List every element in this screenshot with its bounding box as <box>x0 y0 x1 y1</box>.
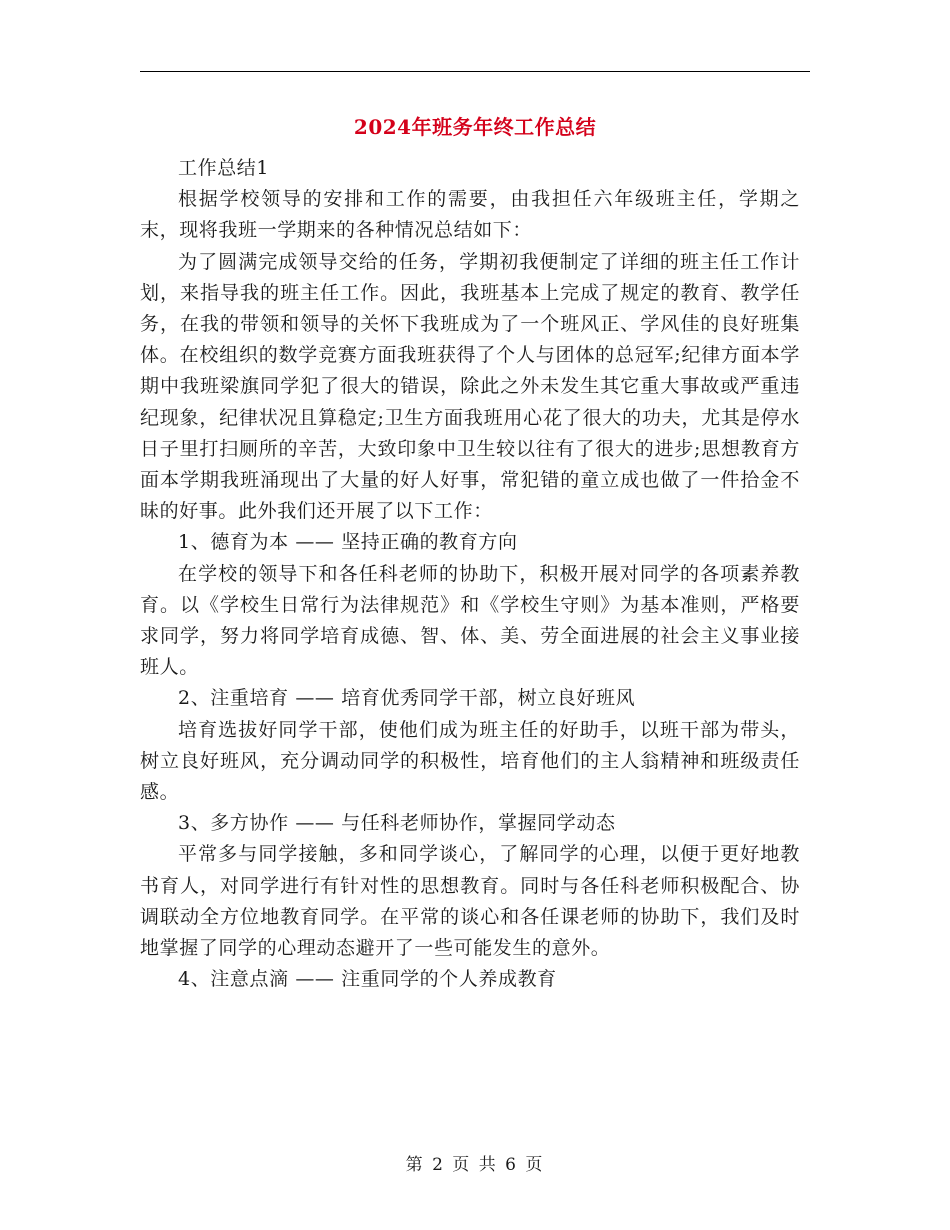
page-number: 第 2 页 共 6 页 <box>405 1155 545 1175</box>
item-paragraph-2: 培育选拔好同学干部，使他们成为班主任的好助手，以班干部为带头，树立良好班风，充分调动同学的积极性，培育他们的主人翁精神和班级责任感。 <box>140 718 800 804</box>
item-paragraph-3: 平常多与同学接触，多和同学谈心，了解同学的心理，以便于更好地教书育人，对同学进行有针对性的思想教育。同时与各任科老师积极配合、协调联动全方位地教育同学。在平常的谈心和各任课老师的协助下，我们及时地掌握了同学的心理动态避开了一些可能发生的意外。 <box>140 843 800 960</box>
overview-paragraph: 为了圆满完成领导交给的任务，学期初我便制定了详细的班主任工作计划，来指导我的班主任工作。因此，我班基本上完成了规定的教育、教学任务，在我的带领和领导的关怀下我班成为了一个班风正、学风佳的良好班集体。在校组织的数学竞赛方面我班获得了个人与团体的总冠军;纪律方面本学期中我班梁旗同学犯了很大的错误，除此之外未发生其它重大事故或严重违纪现象，纪律状况且算稳定;卫生方面我班用心花了很大的功夫，尤其是停水日子里打扫厕所的辛苦，大致印象中卫生较以往有了很大的进步;思想教育方面本学期我班涌现出了大量的好人好事，常犯错的童立成也做了一件拾金不昧的好事。此外我们还开展了以下工作： <box>140 250 800 523</box>
section-label: 工作总结1 <box>178 157 270 179</box>
intro-paragraph: 根据学校领导的安排和工作的需要，由我担任六年级班主任，学期之末，现将我班一学期来的各种情况总结如下： <box>140 188 800 242</box>
document-body <box>140 153 800 995</box>
item-heading-1: 1、德育为本 —— 坚持正确的教育方向 <box>178 531 518 554</box>
document-title: 2024年班务年终工作总结 <box>353 115 597 139</box>
header-rule <box>140 71 810 72</box>
item-heading-2: 2、注重培育 —— 培育优秀同学干部，树立良好班风 <box>178 687 636 710</box>
item-heading-3: 3、多方协作 —— 与任科老师协作，掌握同学动态 <box>178 812 616 835</box>
item-heading-4: 4、注意点滴 —— 注重同学的个人养成教育 <box>178 968 557 991</box>
item-paragraph-1: 在学校的领导下和各任科老师的协助下，积极开展对同学的各项素养教育。以《学校生日常行为法律规范》和《学校生守则》为基本准则，严格要求同学，努力将同学培育成德、智、体、美、劳全面进展的社会主义事业接班人。 <box>140 562 800 679</box>
